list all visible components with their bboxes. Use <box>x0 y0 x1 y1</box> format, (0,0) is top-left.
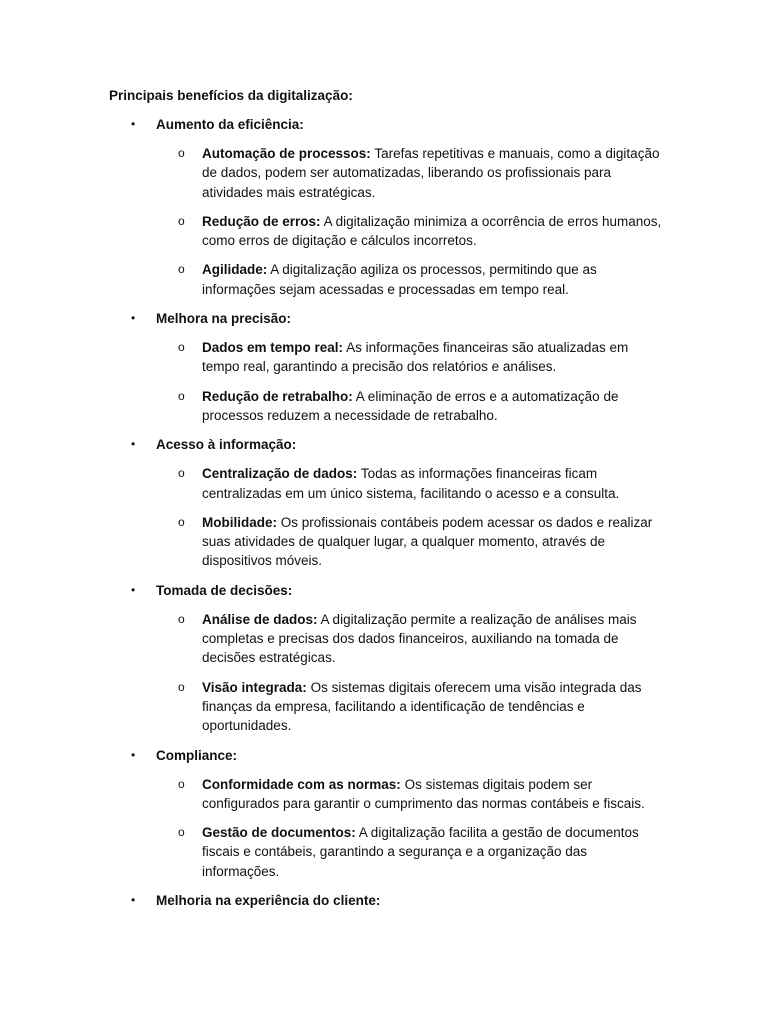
item-term: Dados em tempo real: <box>202 340 344 356</box>
item-term: Redução de erros: <box>202 213 321 229</box>
benefit-item <box>156 464 662 503</box>
benefit-item <box>156 338 662 377</box>
item-term: Gestão de documentos: <box>202 825 356 841</box>
circle-bullet-icon: o <box>178 213 185 228</box>
item-term: Visão integrada: <box>202 679 307 695</box>
document-title: Principais benefícios da digitalização: <box>109 88 353 103</box>
benefit-item <box>156 260 662 299</box>
benefit-item <box>156 513 662 571</box>
section-heading: Melhora na precisão: <box>156 311 292 327</box>
section-items-list <box>156 464 669 570</box>
section-heading: Tomada de decisões: <box>156 582 293 598</box>
benefit-section <box>109 435 669 570</box>
item-description: Tarefas repetitivas e manuais, como a digitação de dados, podem ser automatizadas, liberando os profissionais para atividades mais estratégicas. <box>202 146 660 200</box>
bullet-icon: • <box>131 747 136 762</box>
section-heading: Compliance: <box>156 747 238 763</box>
circle-bullet-icon: o <box>178 825 185 840</box>
circle-bullet-icon: o <box>178 514 185 529</box>
benefit-section <box>109 581 669 736</box>
item-term: Agilidade: <box>202 262 268 278</box>
benefit-section <box>109 891 669 910</box>
benefit-item <box>156 823 662 881</box>
section-heading: Acesso à informação: <box>156 437 297 453</box>
item-description: Os sistemas digitais podem ser configurados para garantir o cumprimento das normas contábeis e fiscais. <box>202 776 645 811</box>
section-heading: Melhoria na experiência do cliente: <box>156 893 381 909</box>
item-description: Os sistemas digitais oferecem uma visão integrada das finanças da empresa, facilitando a identificação de tendências e oportunidades. <box>202 679 642 734</box>
benefit-item <box>156 610 662 668</box>
item-description: Todas as informações financeiras ficam centralizadas em um único sistema, facilitando o acesso e a consulta. <box>202 466 620 501</box>
circle-bullet-icon: o <box>178 146 185 160</box>
item-term: Redução de retrabalho: <box>202 388 353 404</box>
bullet-icon: • <box>131 117 136 131</box>
item-description: A digitalização agiliza os processos, permitindo que as informações sejam acessadas e processadas em tempo real. <box>202 262 597 297</box>
bullet-icon: • <box>131 437 136 452</box>
item-term: Conformidade com as normas: <box>202 776 401 792</box>
circle-bullet-icon: o <box>178 262 185 277</box>
bullet-icon: • <box>131 311 136 326</box>
circle-bullet-icon: o <box>178 388 185 403</box>
bullet-icon: • <box>131 582 136 597</box>
section-items-list <box>156 144 669 299</box>
benefit-section <box>109 115 669 299</box>
section-items-list <box>156 610 669 736</box>
circle-bullet-icon: o <box>178 466 185 481</box>
item-term: Mobilidade: <box>202 514 277 530</box>
circle-bullet-icon: o <box>178 611 185 626</box>
benefit-section <box>109 309 669 425</box>
item-description: A digitalização minimiza a ocorrência de erros humanos, como erros de digitação e cálculos incorretos. <box>202 213 662 249</box>
benefit-item <box>156 144 662 202</box>
benefit-item <box>156 387 662 426</box>
section-items-list <box>156 338 669 425</box>
section-heading: Aumento da eficiência: <box>156 117 304 132</box>
document-content <box>109 86 669 919</box>
item-term: Análise de dados: <box>202 611 318 627</box>
item-term: Centralização de dados: <box>202 466 358 482</box>
item-description: A digitalização facilita a gestão de documentos fiscais e contábeis, garantindo a segurança e a organização das informações. <box>202 825 639 879</box>
item-description: A eliminação de erros e a automatização de processos reduzem a necessidade de retrabalho. <box>202 388 619 423</box>
item-term: Automação de processos: <box>202 146 371 161</box>
item-description: As informações financeiras são atualizadas em tempo real, garantindo a precisão dos relatórios e análises. <box>202 340 629 375</box>
circle-bullet-icon: o <box>178 679 185 694</box>
benefit-item <box>156 212 662 251</box>
circle-bullet-icon: o <box>178 340 185 355</box>
item-description: Os profissionais contábeis podem acessar os dados e realizar suas atividades de qualquer lugar, a qualquer momento, através de dispositivos móveis. <box>202 514 653 569</box>
section-items-list <box>156 775 669 881</box>
benefit-item <box>156 775 662 814</box>
bullet-icon: • <box>131 893 136 908</box>
item-description: A digitalização permite a realização de análises mais completas e precisas dos dados financeiros, auxiliando na tomada de decisões estratégicas. <box>202 611 637 666</box>
benefit-item <box>156 678 662 736</box>
benefits-list <box>109 115 669 910</box>
circle-bullet-icon: o <box>178 776 185 791</box>
benefit-section <box>109 746 669 881</box>
